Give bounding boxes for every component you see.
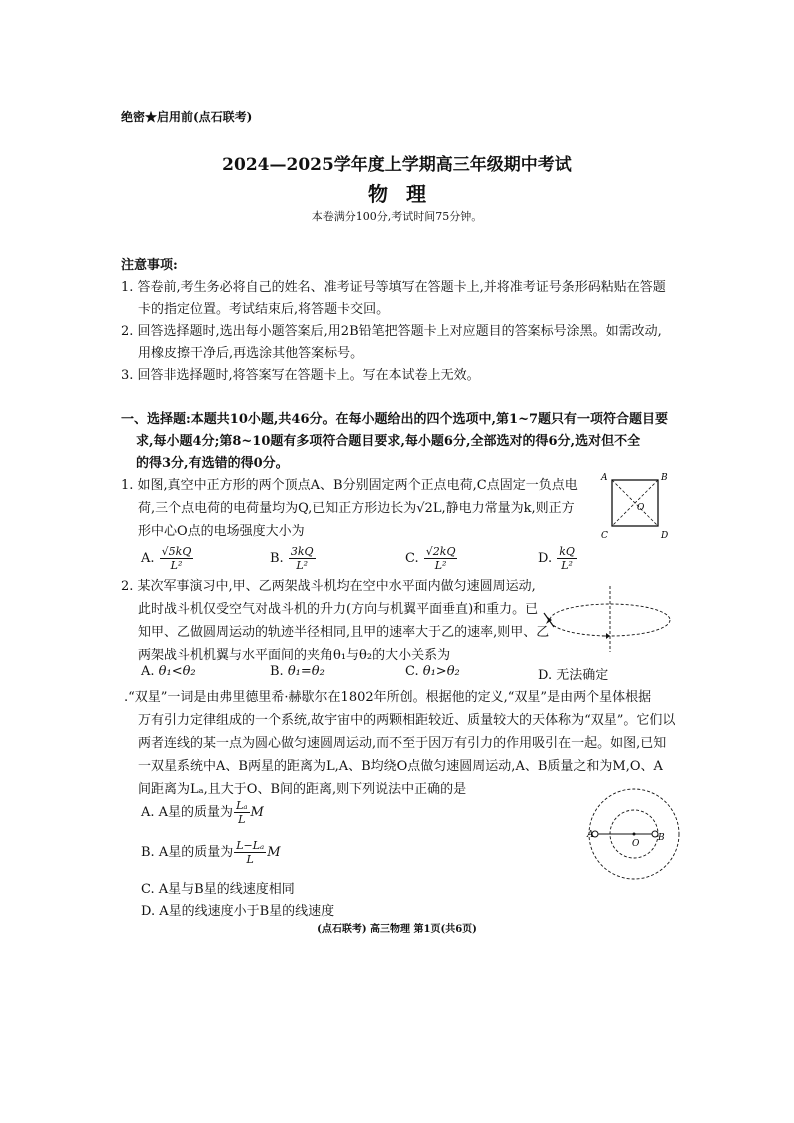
q1-option-c	[405, 546, 458, 571]
fraction-numerator: √5kQ	[161, 545, 192, 558]
option-text: 无法确定	[556, 668, 609, 683]
q2-stem: 此时战斗机仅受空气对战斗机的升力(方向与机翼平面垂直)和重力。已	[138, 602, 539, 617]
label-a: A	[587, 830, 594, 840]
q2-stem: 知甲、乙做圆周运动的轨迹半径相同,且甲的速率大于乙的速率,则甲、乙	[138, 625, 550, 640]
fraction-numerator: Lₐ	[236, 799, 248, 812]
notice-line: 2. 回答选择题时,选出每小题答案后,用2B铅笔把答题卡上对应题目的答案标号涂黑。如需改动,	[121, 324, 662, 339]
q2-stem: 2. 某次军事演习中,甲、乙两架战斗机均在空中水平面内做匀速圆周运动,	[121, 579, 536, 594]
label-o: O	[637, 503, 645, 513]
option-label: C.	[405, 664, 419, 679]
q1-stem: 形中心O点的电场强度大小为	[138, 524, 305, 539]
option-text: θ₁=θ₂	[287, 664, 325, 679]
q3-stem: 万有引力定律组成的一个系统,故宇宙中的两颗相距较近、质量较大的天体称为“双星”。它们以	[138, 713, 676, 728]
label-b: B	[658, 833, 665, 843]
q2-option-a	[141, 664, 196, 679]
q3-option-a	[141, 800, 264, 825]
arrowhead-icon	[606, 633, 610, 639]
option-prefix: A星的质量为	[158, 805, 234, 820]
q2-option-c	[405, 664, 460, 679]
notice-line: 3. 回答非选择题时,将答案写在答题卡上。写在本试卷上无效。	[121, 368, 480, 383]
option-label: C.	[405, 551, 419, 566]
exam-info: 本卷满分100分,考试时间75分钟。	[311, 210, 483, 223]
q3-stem: 间距离为Lₐ,且大于O、B间的距离,则下列说法中正确的是	[138, 782, 467, 797]
q2-circle-figure	[540, 580, 680, 660]
q1-option-d	[538, 546, 578, 571]
fraction-denominator: L²	[434, 559, 447, 572]
section-heading: 一、选择题:本题共10小题,共46分。在每小题给出的四个选项中,第1~7题只有一项符合题目要	[121, 412, 669, 427]
option-suffix: M	[250, 805, 264, 820]
q3-option-b	[141, 840, 281, 865]
fraction-numerator: L−Lₐ	[236, 839, 265, 852]
section-heading: 的得3分,有选错的得0分。	[136, 456, 289, 471]
page-footer: (点石联考) 高三物理 第1页(共6页)	[317, 924, 477, 935]
option-label: A.	[141, 805, 155, 820]
option-label: D.	[538, 551, 553, 566]
center-o	[633, 833, 636, 836]
label-o: O	[632, 839, 640, 849]
q3-option-d: D. A星的线速度小于B星的线速度	[141, 904, 335, 919]
exam-title: 2024—2025学年度上学期高三年级期中考试	[222, 155, 572, 175]
option-label: B.	[141, 845, 155, 860]
q1-stem: 荷,三个点电荷的电荷量均为Q,已知正方形边长为√2L,静电力常量为k,则正方	[138, 501, 575, 516]
option-label: A.	[141, 664, 155, 679]
option-label: D.	[538, 668, 553, 683]
section-heading: 求,每小题4分;第8~10题有多项符合题目要求,每小题6分,全部选对的得6分,选对但不全	[136, 434, 641, 449]
notice-line: 用橡皮擦干净后,再选涂其他答案标号。	[138, 346, 364, 361]
label-a: A	[601, 473, 608, 483]
notice-title: 注意事项:	[121, 258, 178, 273]
subject-title: 物理	[368, 182, 444, 206]
option-label: B.	[270, 664, 284, 679]
q3-stem: .“双星”一词是由弗里德里希·赫歇尔在1802年所创。根据他的定义,“双星”是由两个星体根据	[124, 690, 652, 705]
fraction-numerator: √2kQ	[425, 545, 456, 558]
option-prefix: A星的质量为	[158, 845, 234, 860]
label-c: C	[601, 531, 608, 541]
q3-stem: 一双星系统中A、B两星的距离为L,A、B均绕O点做匀速圆周运动,A、B质量之和为M,O、A	[138, 759, 663, 774]
q1-option-a	[141, 546, 194, 571]
fraction-numerator: kQ	[559, 545, 575, 558]
option-suffix: M	[267, 845, 281, 860]
option-label: A.	[141, 551, 155, 566]
label-b: B	[661, 473, 668, 483]
q1-square-figure	[598, 470, 678, 542]
option-text: θ₁>θ₂	[422, 664, 460, 679]
fraction-denominator: L²	[170, 559, 183, 572]
confidential-header: 绝密★启用前(点石联考)	[121, 110, 253, 124]
fraction-numerator: 3kQ	[290, 545, 314, 558]
q2-stem: 两架战斗机机翼与水平面间的夹角θ₁与θ₂的大小关系为	[138, 648, 451, 663]
q3-option-c: C. A星与B星的线速度相同	[141, 882, 295, 897]
q2-option-d	[538, 664, 608, 683]
q3-stem: 两者连线的某一点为圆心做匀速圆周运动,而不至于因万有引力的作用吸引在一起。如图,已知	[138, 736, 667, 751]
option-text: θ₁<θ₂	[158, 664, 196, 679]
q1-option-b	[270, 546, 317, 571]
fraction-denominator: L	[238, 813, 246, 826]
fraction-denominator: L²	[561, 559, 573, 572]
fraction-denominator: L²	[296, 559, 309, 572]
label-d: D	[661, 531, 669, 541]
q3-binary-star-figure	[585, 786, 685, 882]
option-label: B.	[270, 551, 284, 566]
fraction-denominator: L	[246, 853, 254, 866]
q2-option-b	[270, 664, 325, 679]
notice-line: 1. 答卷前,考生务必将自己的姓名、准考证号等填写在答题卡上,并将准考证号条形码粘贴在答题	[121, 280, 666, 295]
notice-line: 卡的指定位置。考试结束后,将答题卡交回。	[138, 302, 390, 317]
q1-stem: 1. 如图,真空中正方形的两个顶点A、B分别固定两个正点电荷,C点固定一负点电	[121, 478, 578, 493]
